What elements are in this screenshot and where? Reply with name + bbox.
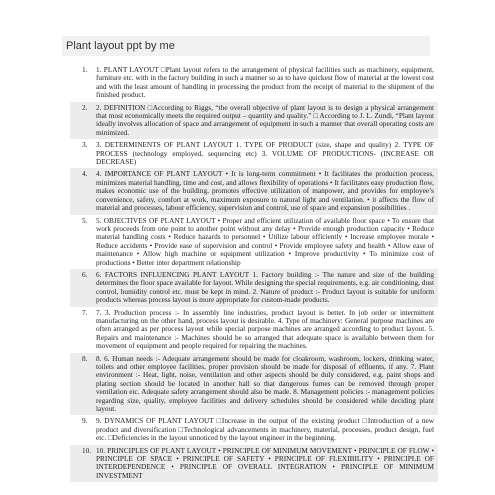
item-text: 10. PRINCIPLES OF PLANT LAYOUT • PRINCIPLE OF MINIMUM MOVEMENT • PRINCIPLE OF FLOW • PRINCIPLE OF SPACE • PRINCIPLE OF SAFETY • PRINCIPLE OF FLEXIBILITY • PRINCIPLE OF INTERDEPENDENCE • PRINCIPLE OF OVERALL INTEGRATION • PRINCIPLE OF MINIMUM INVESTMENT [96,445,434,480]
item-text: 6. FACTORS INFLUENCING PLANT LAYOUT 1. Factory building :- The nature and size of the building determines the floor space available for layout. While designing the special requirements, e.g. air conditioning, dust control, humidity control etc. must be kept in mind. 2. Nature of product :- Product layout is suitable for uniform products whereas process layout is more appropriate for custom-made products. [96,269,434,305]
item-text: 1. PLANT LAYOUT □Plant layout refers to the arrangement of physical facilities such as machinery, equipment, furniture etc. with in the factory building in such a manner so as to have quickest flow of material at the lowest cost and with the least amount of handling in processing the product from the receipt of material to the shipment of the finished product. [96,65,434,100]
list-item-2[interactable] [70,102,438,140]
item-text: 2. DEFINITION □According to Riggs, “the overall objective of plant layout is to design a physical arrangement that most economically meets the required output – quantity and quality.” □ According to J. L. Zundi, “Plant layout ideally involves allocation of space and arrangement of equipment in such a manner that overall operating costs are minimized. [96,102,434,137]
list-item-10[interactable] [70,445,438,483]
item-number: 2. [82,102,88,112]
slide-list [70,64,438,482]
item-number: 10. [82,445,92,455]
item-text: 8. 6. Human needs :- Adequate arrangement should be made for cloakroom, washroom, lockers, drinking water, toilets and other employee facilities, proper provision should be made for disposal of effluents, if any. 7. Plant environment :- Heat, light, noise, ventilation and other aspects should be duly considered, e.g. paint shops and plating section should be located in another hall so that dangerous fumes can be removed through proper ventilation etc. Adequate safety arrangement should also be made. 8. Management policies :- management policies regarding size, quality, employee facilities and delivery schedules should be considered while deciding plant layout. [96,353,434,414]
list-item-3[interactable] [70,139,438,168]
list-item-6[interactable] [70,269,438,307]
item-text: 3. DETERMINENTS OF PLANT LAYOUT 1. TYPE OF PRODUCT (size, shape and quality) 2. TYPE OF PROCESS (technology employed, sequencing etc) 3. VOLUME OF PRODUCTIONS- (INCREASE OR DECREASE) [96,140,434,167]
item-number: 5. [82,215,88,225]
item-number: 1. [82,65,88,74]
list-item-1[interactable] [70,64,438,102]
item-number: 9. [82,416,88,426]
item-text: 4. IMPORTANCE OF PLANT LAYOUT • It is long-term commitment • It facilitates the production process, minimizes material handling, time and cost, and allows flexibility of operations • It facilitates easy production flow, makes economic use of the building, promotes effective utilization of manpower, and provides for employee’s convenience, safety, comfort at work, maximum exposure to natural light and ventilation. • it affects the flow of material and processes, labour efficiency, supervision and control, use of space and expansion possibilities . [96,169,434,213]
document-title: Plant layout ppt by me [62,36,430,56]
item-number: 3. [82,140,88,150]
list-item-7[interactable] [70,307,438,353]
list-item-8[interactable] [70,353,438,416]
list-item-4[interactable] [70,168,438,214]
list-item-5[interactable] [70,215,438,269]
item-text: 9. DYNAMICS OF PLANT LAYOUT □Increase in the output of the existing product □Introduction of a new product and diversification □Technological advancements in machinery, material, processes, product design, fuel etc. □Deficiencies in the layout unnoticed by the layout engineer in the beginning. [96,416,434,443]
list-item-9[interactable] [70,415,438,444]
item-number: 8. [82,353,88,363]
item-number: 6. [82,269,88,279]
item-text: 7. 3. Production process :- In assembly line industries, product layout is better. In job order or intermittent manufacturing on the other hand, process layout is desirable. 4. Type of machinery: General purpose machines are often arranged as per process layout while special purpose machines are arranged according to product layout. 5. Repairs and maintenance :- Machines should be so arranged that adequate space is available between them for movement of equipment and people required for repairing the machines. [96,307,434,351]
item-number: 4. [82,169,88,179]
item-number: 7. [82,307,88,317]
item-text: 5. OBJECTIVES OF PLANT LAYOUT • Proper and efficient utilization of available floor space • To ensure that work proceeds from one point to another point without any delay • Provide enough production capacity • Reduce material handling costs • Reduce hazards to personnel • Utilize labour efficiently • Increase employee morale • Reduce accidents • Provide ease of supervision and control • Provide employee safety and health • Allow ease of maintenance • Allow high machine or equipment utilization • Improve productivity • To minimize cost of productions • Better inter department relationship [96,215,434,267]
